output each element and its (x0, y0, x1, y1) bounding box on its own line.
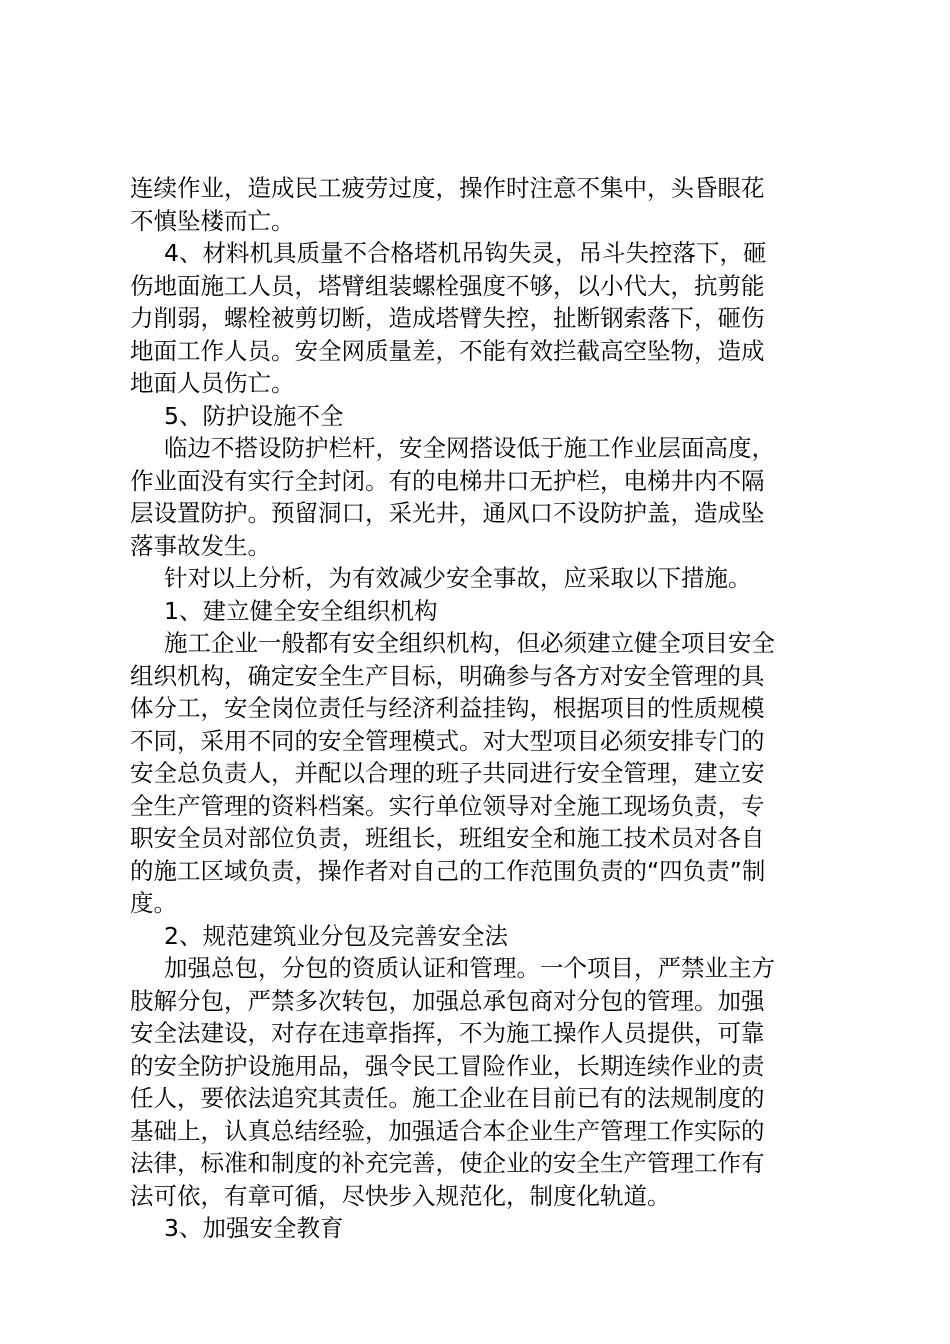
text-line: 的施工区域负责，操作者对自己的工作范围负责的“四负责”制 (130, 856, 766, 885)
text-line: 施工企业一般都有安全组织机构，但必须建立健全项目安全 (164, 629, 775, 657)
text-line: 针对以上分析，为有效减少安全事故，应采取以下措施。 (164, 564, 752, 592)
text-line: 不慎坠楼而亡。 (130, 206, 295, 235)
text-line: 的安全防护设施用品，强令民工冒险作业，长期连续作业的责 (130, 1051, 765, 1080)
text-line: 3、加强安全教育 (164, 1214, 344, 1242)
text-line: 1、建立健全安全组织机构 (164, 596, 438, 625)
text-line: 法可依，有章可循，尽快步入规范化，制度化轨道。 (130, 1181, 671, 1210)
text-line: 4、材料机具质量不合格塔机吊钩失灵，吊斗失控落下，砸 (164, 239, 767, 267)
text-line: 安全总负责人，并配以合理的班子共同进行安全管理，建立安 (130, 759, 765, 787)
text-line: 临边不搭设防护栏杆，安全网搭设低于施工作业层面高度， (164, 434, 775, 462)
text-line: 职安全员对部位负责，班组长，班组安全和施工技术员对各自 (130, 824, 765, 852)
text-line: 地面人员伤亡。 (130, 369, 295, 397)
text-line: 连续作业，造成民工疲劳过度，操作时注意不集中，头昏眼花 (130, 174, 765, 202)
text-line: 体分工，安全岗位责任与经济利益挂钩，根据项目的性质规模 (130, 694, 765, 722)
text-line: 任人，要依法追究其责任。施工企业在目前已有的法规制度的 (130, 1084, 765, 1112)
text-line: 伤地面施工人员，塔臂组装螺栓强度不够，以小代大，抗剪能 (130, 271, 765, 300)
text-line: 安全法建设，对存在违章指挥，不为施工操作人员提供，可靠 (130, 1019, 765, 1047)
text-line: 地面工作人员。安全网质量差，不能有效拦截高空坠物，造成 (130, 336, 765, 365)
text-line: 组织机构，确定安全生产目标，明确参与各方对安全管理的具 (130, 661, 765, 690)
text-line: 加强总包，分包的资质认证和管理。一个项目，严禁业主方 (164, 954, 775, 982)
text-line: 层设置防护。预留洞口，采光井，通风口不设防护盖，造成坠 (130, 499, 765, 527)
text-line: 2、规范建筑业分包及完善安全法 (164, 921, 508, 950)
text-line: 作业面没有实行全封闭。有的电梯井口无护栏，电梯井内不隔 (130, 466, 765, 495)
text-line: 基础上，认真总结经验，加强适合本企业生产管理工作实际的 (130, 1116, 765, 1145)
text-line: 全生产管理的资料档案。实行单位领导对全施工现场负责，专 (130, 791, 765, 820)
text-line: 力削弱，螺栓被剪切断，造成塔臂失控，扯断钢索落下，砸伤 (130, 304, 765, 332)
text-line: 不同，采用不同的安全管理模式。对大型项目必须安排专门的 (130, 726, 765, 755)
text-line: 度。 (130, 889, 177, 917)
text-line: 法律，标准和制度的补充完善，使企业的安全生产管理工作有 (130, 1149, 765, 1177)
text-line: 肢解分包，严禁多次转包，加强总承包商对分包的管理。加强 (130, 986, 765, 1015)
text-line: 5、防护设施不全 (164, 401, 344, 430)
text-line: 落事故发生。 (130, 531, 271, 560)
document-body (130, 172, 830, 1245)
